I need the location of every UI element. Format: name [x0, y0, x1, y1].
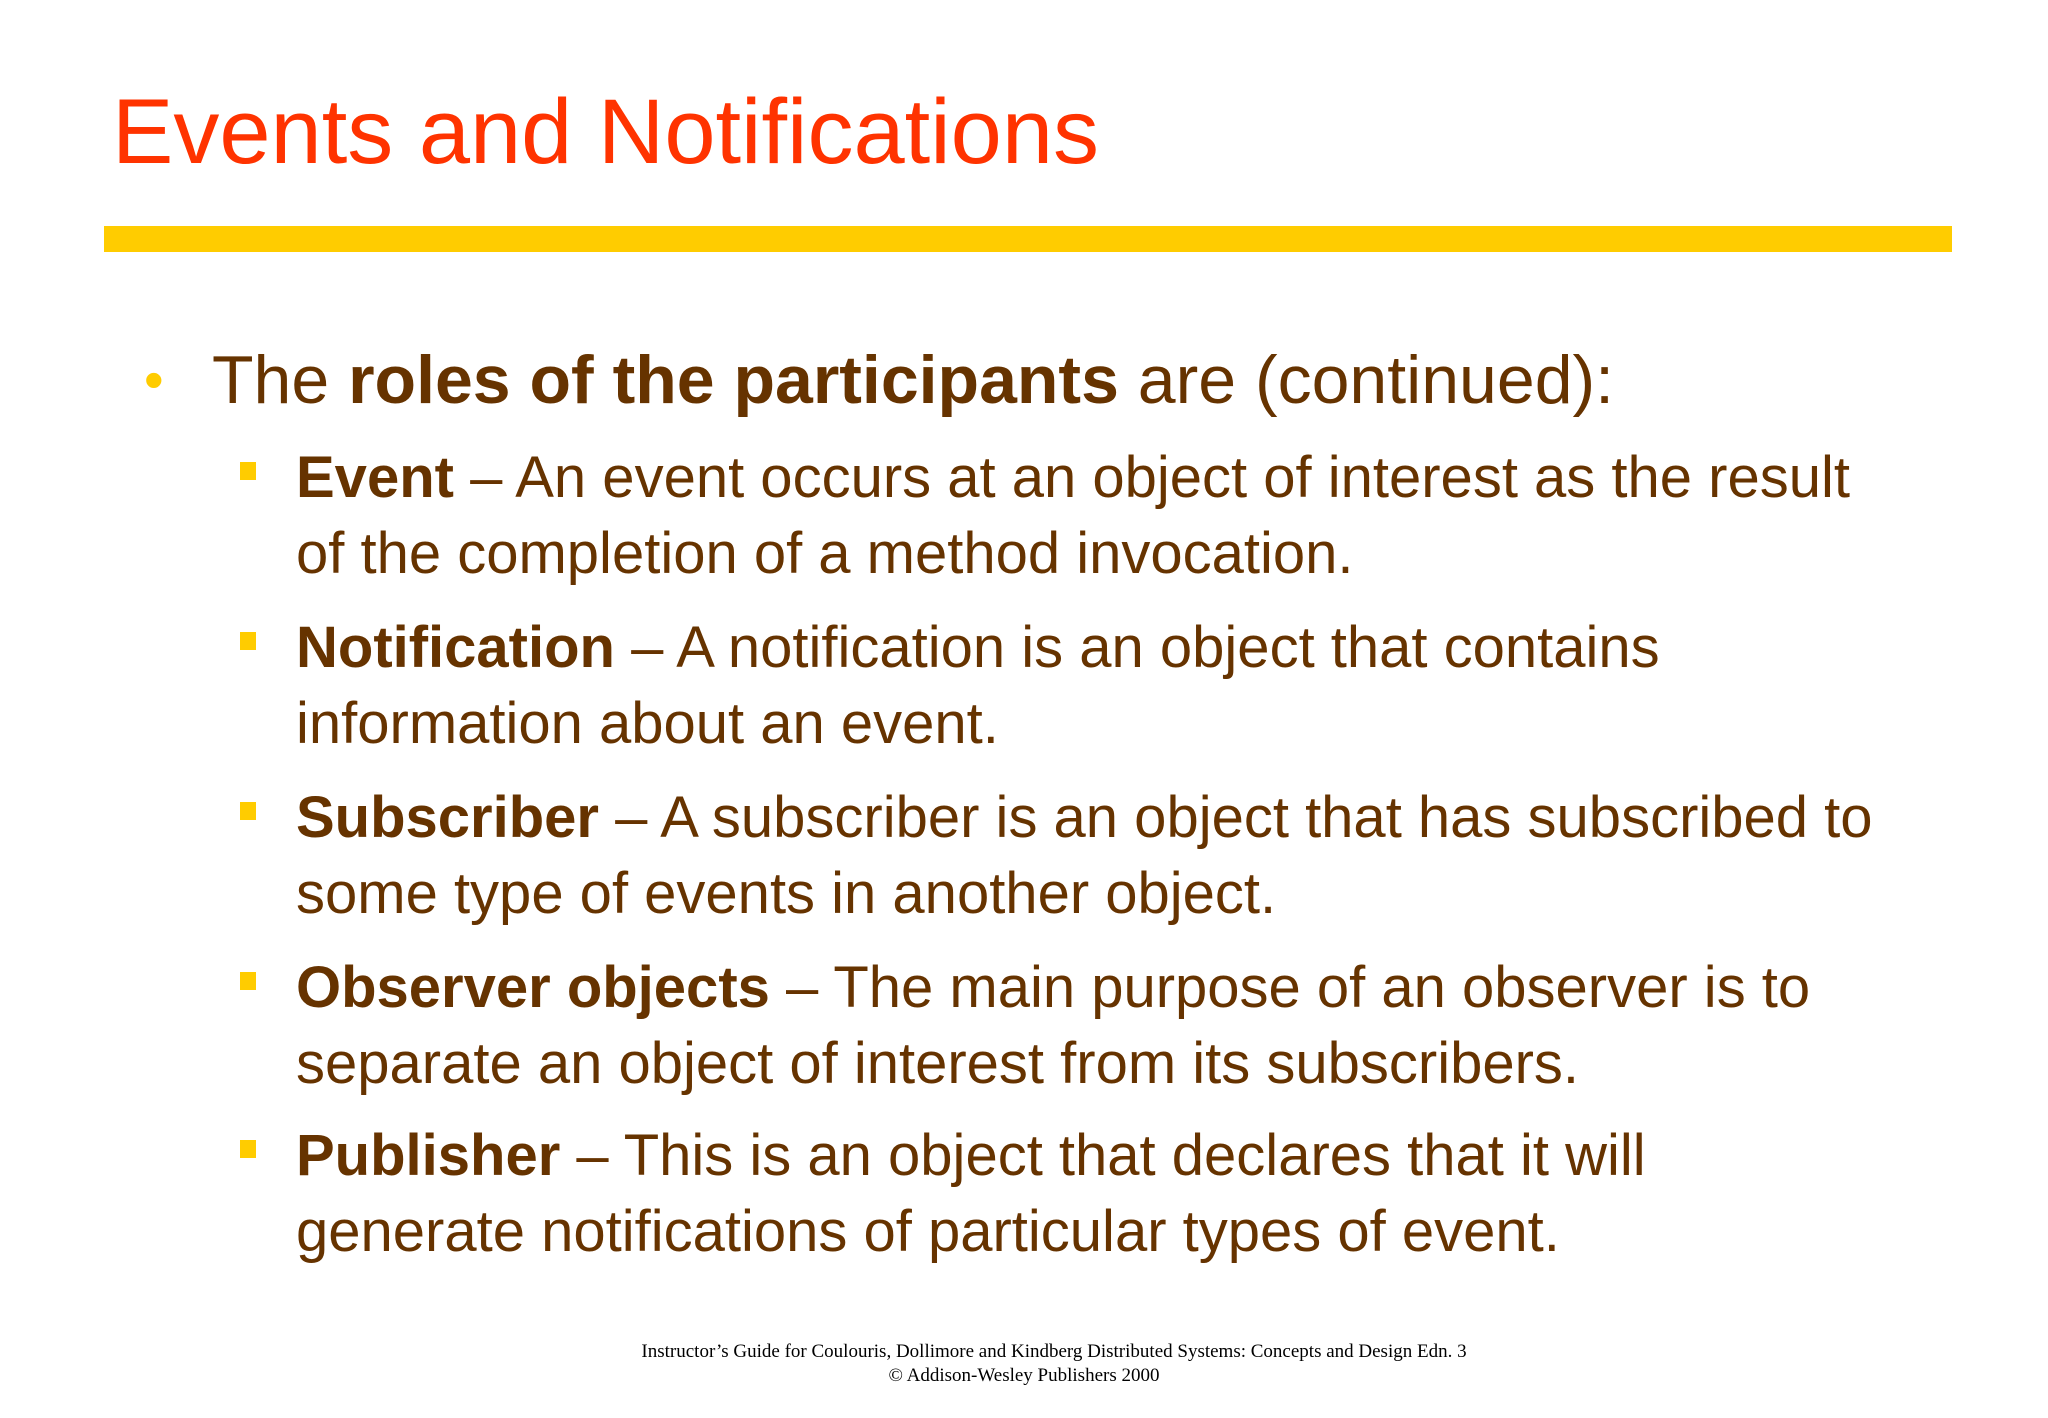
term-description: This is an object that declares that it will generate notifications of particular types of event. [296, 1123, 1646, 1264]
term-label: Observer objects [296, 955, 770, 1020]
footer-copyright: © Addison-Wesley Publishers 2000 [888, 1365, 1160, 1386]
list-item-body [296, 610, 1876, 762]
term-description: A subscriber is an object that has subscribed to some type of events in another object. [296, 785, 1873, 926]
square-bullet-icon [240, 462, 256, 480]
term-description: The main purpose of an observer is to separate an object of interest from its subscribers. [296, 955, 1811, 1096]
square-bullet-icon [240, 802, 256, 820]
term-description: An event occurs at an object of interest as the result of the completion of a method invocation. [296, 445, 1850, 586]
term-separator: – [560, 1123, 624, 1188]
list-item-body [296, 950, 1876, 1102]
term-separator: – [769, 955, 834, 1020]
main-bullet-suffix: are (continued): [1118, 342, 1615, 418]
slide-title: Events and Notifications [112, 81, 1099, 183]
term-separator: – [599, 785, 661, 850]
main-bullet-prefix: The [212, 342, 349, 418]
term-separator: – [453, 445, 516, 510]
term-label: Publisher [296, 1123, 561, 1188]
term-separator: – [614, 615, 677, 680]
list-item-body [296, 1118, 1876, 1270]
main-bullet-emphasis: roles of the participants [348, 342, 1119, 418]
term-label: Notification [296, 615, 615, 680]
square-bullet-icon [240, 632, 256, 650]
term-label: Event [296, 445, 454, 510]
slide-footer [0, 1340, 2048, 1388]
square-bullet-icon [240, 1140, 256, 1158]
bullet-dot-icon: • [144, 348, 164, 411]
list-item-body [296, 440, 1876, 592]
term-description: A notification is an object that contains information about an event. [296, 615, 1660, 756]
main-bullet-text [212, 340, 1614, 420]
square-bullet-icon [240, 972, 256, 990]
term-label: Subscriber [296, 785, 599, 850]
footer-citation: Instructor’s Guide for Coulouris, Dollimore and Kindberg Distributed Systems: Concepts and Design Edn. 3 [641, 1341, 1467, 1362]
list-item-body [296, 780, 1876, 932]
